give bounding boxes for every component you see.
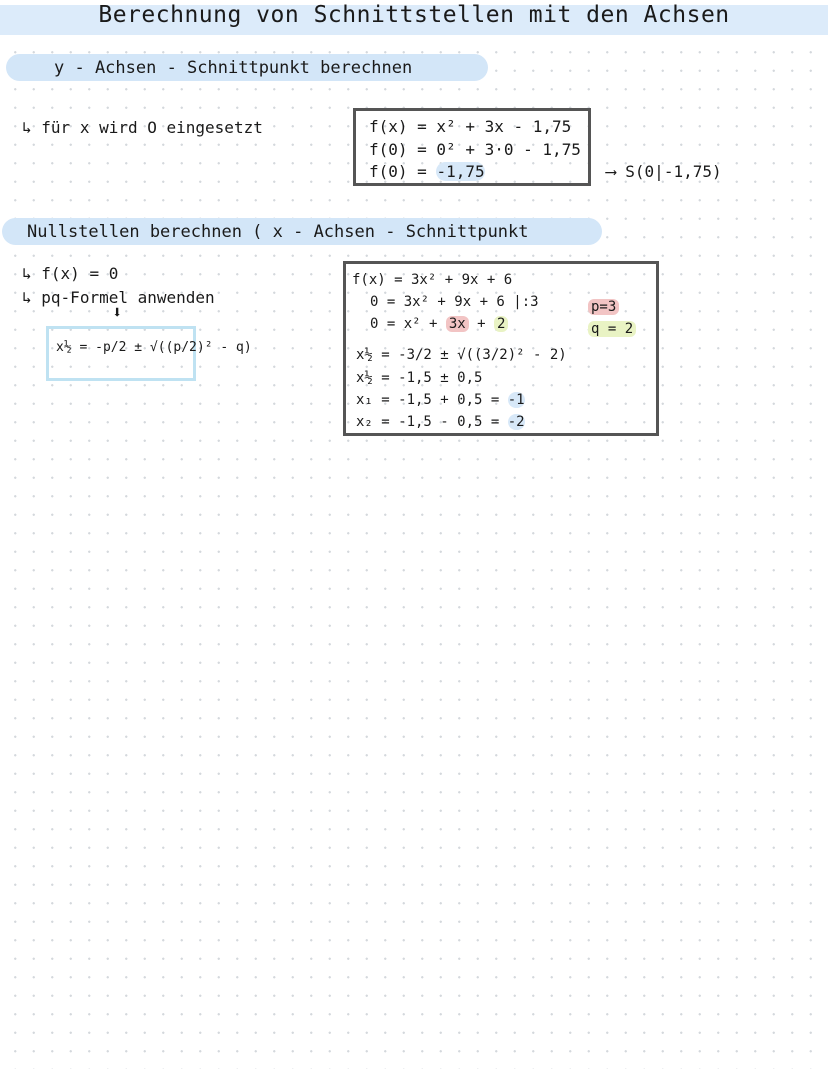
q-highlight: 2 [494, 316, 508, 332]
y-intercept-point: S(0|-1,75) [625, 162, 722, 181]
section2-heading: Nullstellen berechnen ( x - Achsen - Schnittpunkt [27, 222, 529, 242]
section2-note-text: f(x) = 0 [41, 264, 119, 283]
pq-formula: x½ = -p/2 ± √((p/2)² - q) [56, 340, 252, 355]
root2-highlight: -2 [507, 414, 525, 430]
hook-arrow-icon: ↳ [22, 264, 32, 283]
calc-result-highlight: -1,75 [436, 162, 485, 181]
q-value-text: q = 2 [588, 321, 636, 337]
hook-arrow-icon: ↳ [22, 118, 32, 137]
calc-line: x½ = -1,5 ± 0,5 [356, 370, 483, 386]
calc-line: f(x) = 3x² + 9x + 6 [352, 272, 513, 288]
hook-arrow-icon: ↳ [22, 288, 32, 307]
calc-line [370, 316, 508, 332]
calc-line [369, 162, 485, 181]
section1-note [22, 118, 263, 137]
p-value-text: p=3 [588, 299, 619, 315]
section2-note-text: pq-Formel anwenden [41, 288, 215, 307]
y-intercept-result [606, 162, 722, 181]
page-title: Berechnung von Schnittstellen mit den Achsen [98, 2, 730, 28]
calc-line: f(x) = x² + 3x - 1,75 [369, 117, 572, 136]
calc-line-part: + [468, 316, 495, 332]
calc-line: x½ = -3/2 ± √((3/2)² - 2) [356, 347, 567, 363]
p-value-label [588, 299, 619, 315]
calc-line-part: 0 = x² + [370, 316, 446, 332]
root1-highlight: -1 [507, 392, 525, 408]
calc-line-part: x₂ = -1,5 - 0,5 = [356, 414, 508, 430]
arrow-right-icon: ⟶ [606, 162, 616, 181]
calc-line [356, 414, 525, 430]
section1-note-text: für x wird O eingesetzt [41, 118, 263, 137]
calc-line: 0 = 3x² + 9x + 6 |:3 [370, 294, 539, 310]
calc-line-part: x₁ = -1,5 + 0,5 = [356, 392, 508, 408]
calc-line: f(0) = 0² + 3·0 - 1,75 [369, 140, 581, 159]
p-highlight: 3x [446, 316, 469, 332]
calc-line [356, 392, 525, 408]
q-value-label [588, 321, 636, 337]
calc-line-prefix: f(0) = [369, 162, 437, 181]
section2-note [22, 264, 118, 283]
section1-heading: y - Achsen - Schnittpunkt berechnen [54, 58, 413, 78]
arrow-down-icon: ⬇ [112, 303, 123, 323]
